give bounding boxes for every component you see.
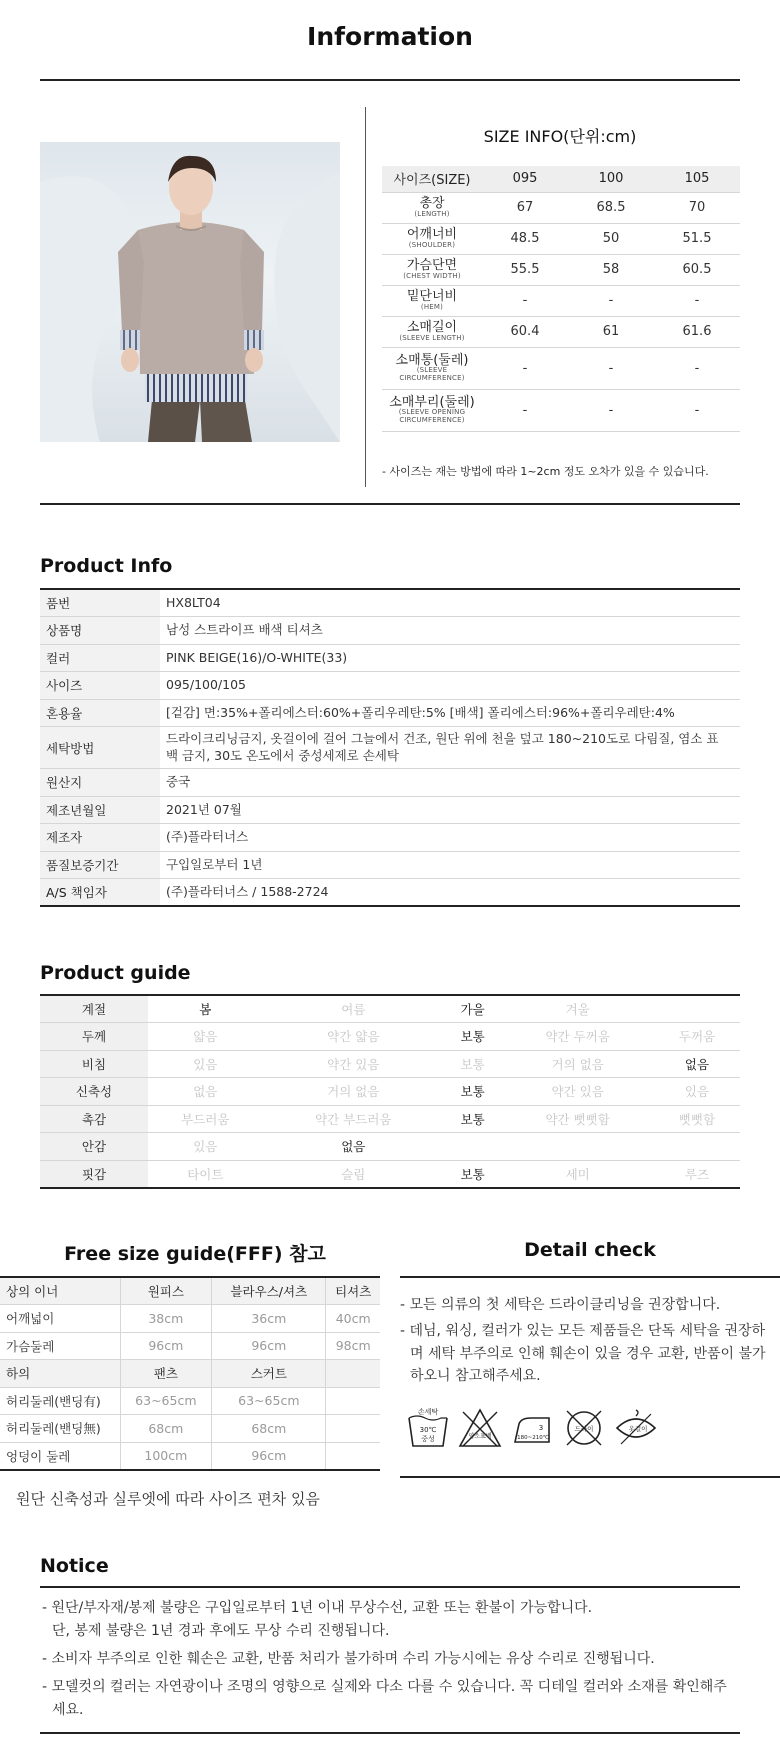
- detail-check-item: - 데님, 워싱, 컬러가 있는 모든 제품들은 단독 세탁을 권장하며 세탁 부주의로 인해 훼손이 있을 경우 교환, 반품이 불가하오니 참고해주세요.: [400, 1323, 766, 1385]
- product-guide-title: Product guide: [40, 962, 191, 984]
- guide-option: [501, 1133, 654, 1161]
- free-size-cell: 허리둘레(밴딩無): [0, 1415, 120, 1443]
- free-size-cell: 96cm: [120, 1332, 212, 1360]
- guide-option: 루즈: [654, 1160, 740, 1188]
- size-cell: 67: [482, 192, 568, 223]
- free-size-header-row: [0, 1277, 380, 1305]
- free-size-cell: 38cm: [120, 1305, 212, 1333]
- size-cell: -: [568, 347, 654, 389]
- free-size-cell: 원피스: [120, 1277, 212, 1305]
- guide-option: 세미: [501, 1160, 654, 1188]
- guide-option: [654, 1133, 740, 1161]
- guide-option: 약간 있음: [501, 1078, 654, 1106]
- guide-option: 없음: [654, 1050, 740, 1078]
- free-size-row: [0, 1332, 380, 1360]
- size-col-header: 사이즈(SIZE): [382, 166, 482, 192]
- guide-option: 약간 뻣뻣함: [501, 1105, 654, 1133]
- size-row-chest: [382, 254, 740, 285]
- free-size-row: [0, 1442, 380, 1470]
- size-row-label: 가슴단면 (CHEST WIDTH): [382, 254, 482, 285]
- size-row-label: 소매통(둘레) (SLEEVE CIRCUMFERENCE): [382, 347, 482, 389]
- guide-option: 가을: [444, 995, 501, 1023]
- info-key: A/S 책임자: [40, 879, 160, 907]
- guide-option: 여름: [263, 995, 444, 1023]
- free-size-cell: [326, 1360, 380, 1388]
- guide-option: 없음: [148, 1078, 263, 1106]
- size-cell: -: [482, 347, 568, 389]
- notice-list: [40, 1597, 740, 1727]
- no-dry-clean-label: 드라이: [574, 1425, 594, 1433]
- guide-row-fit: [40, 1160, 740, 1188]
- guide-option: 약간 부드러움: [263, 1105, 444, 1133]
- info-value: (주)플라터너스: [160, 824, 740, 852]
- guide-option: 있음: [654, 1078, 740, 1106]
- free-size-cell: 68cm: [212, 1415, 326, 1443]
- size-row-sleeve-length: [382, 316, 740, 347]
- guide-key: 안감: [40, 1133, 148, 1161]
- free-size-cell: [326, 1442, 380, 1470]
- free-size-cell: 40cm: [326, 1305, 380, 1333]
- info-row: [40, 589, 740, 617]
- guide-option: 보통: [444, 1050, 501, 1078]
- info-value: [겉감] 면:35%+폴리에스터:60%+폴리우레탄:5% [배색] 폴리에스터:96%+폴리우레탄:4%: [160, 699, 740, 727]
- free-size-cell: 상의 이너: [0, 1277, 120, 1305]
- info-row: [40, 672, 740, 700]
- iron-icon: [509, 1406, 555, 1450]
- size-cell: -: [568, 285, 654, 316]
- free-size-cell: 티셔츠: [326, 1277, 380, 1305]
- info-row: [40, 617, 740, 645]
- size-info-table: [382, 166, 740, 432]
- free-size-title: Free size guide(FFF) 참고: [64, 1243, 326, 1265]
- size-cell: 70: [654, 192, 740, 223]
- size-cell: 61: [568, 316, 654, 347]
- info-value: (주)플라터너스 / 1588-2724: [166, 883, 329, 899]
- guide-option: 약간 있음: [263, 1050, 444, 1078]
- notice-title: Notice: [40, 1555, 109, 1577]
- guide-option: [444, 1133, 501, 1161]
- guide-key: 핏감: [40, 1160, 148, 1188]
- info-row: [40, 727, 740, 769]
- size-row-sleeve-opening: [382, 389, 740, 431]
- info-row: [40, 644, 740, 672]
- free-size-note: 원단 신축성과 실루엣에 따라 사이즈 편차 있음: [16, 1490, 320, 1508]
- detail-check-item: - 모든 의류의 첫 세탁은 드라이클리닝을 권장합니다.: [400, 1297, 721, 1313]
- size-row-shoulder: [382, 223, 740, 254]
- size-info-title: SIZE INFO(단위:cm): [483, 127, 637, 146]
- size-cell: 61.6: [654, 316, 740, 347]
- info-key: 컬러: [40, 644, 160, 672]
- info-value: PINK BEIGE(16)/O-WHITE(33): [160, 644, 740, 672]
- guide-option: 없음: [263, 1133, 444, 1161]
- free-size-cell: 스커트: [212, 1360, 326, 1388]
- info-value: 2021년 07월: [160, 796, 740, 824]
- guide-option: 보통: [444, 1023, 501, 1051]
- size-row-label: 소매부리(둘레) (SLEEVE OPENING CIRCUMFERENCE): [382, 389, 482, 431]
- free-size-cell: 68cm: [120, 1415, 212, 1443]
- guide-row-texture: [40, 1105, 740, 1133]
- free-size-cell: 어깨넓이: [0, 1305, 120, 1333]
- info-key: 품번: [40, 589, 160, 617]
- guide-key: 촉감: [40, 1105, 148, 1133]
- info-key: 혼용율: [40, 699, 160, 727]
- free-size-header-row: [0, 1360, 380, 1388]
- free-size-cell: 팬츠: [120, 1360, 212, 1388]
- free-size-cell: 63~65cm: [212, 1387, 326, 1415]
- free-size-cell: 엉덩이 둘레: [0, 1442, 120, 1470]
- guide-option: 약간 두꺼움: [501, 1023, 654, 1051]
- notice-bottom-rule: [40, 1732, 740, 1734]
- detail-check-bottom-rule: [400, 1476, 780, 1478]
- info-value: 중국: [160, 769, 740, 797]
- free-size-cell: 36cm: [212, 1305, 326, 1333]
- free-size-cell: 하의: [0, 1360, 120, 1388]
- guide-option: 보통: [444, 1160, 501, 1188]
- guide-option: [654, 995, 740, 1023]
- guide-option: 두꺼움: [654, 1023, 740, 1051]
- guide-key: 신축성: [40, 1078, 148, 1106]
- info-row: [40, 824, 740, 852]
- info-key: 품질보증기간: [40, 851, 160, 879]
- iron-level: 3: [538, 1424, 544, 1432]
- size-cell: 68.5: [568, 192, 654, 223]
- title-divider: [40, 79, 740, 81]
- guide-row-season: [40, 995, 740, 1023]
- size-row-sleeve-circumference: [382, 347, 740, 389]
- care-icons: [405, 1406, 659, 1450]
- free-size-cell: 가슴둘레: [0, 1332, 120, 1360]
- size-col-header: 105: [654, 166, 740, 192]
- info-value: HX8LT04: [160, 589, 740, 617]
- no-dry-clean-icon: [561, 1406, 607, 1450]
- guide-option: 보통: [444, 1105, 501, 1133]
- guide-option: 뻣뻣함: [654, 1105, 740, 1133]
- info-value: 드라이크리닝금지, 옷걸이에 걸어 그늘에서 건조, 원단 위에 천을 덮고 180~210도로 다림질, 염소 표백 금지, 30도 온도에서 중성세제로 손세탁: [160, 727, 740, 769]
- detail-check-text: [400, 1294, 775, 1392]
- info-value: 095/100/105: [160, 672, 740, 700]
- info-key: 원산지: [40, 769, 160, 797]
- size-col-header: 100: [568, 166, 654, 192]
- detail-check-title: Detail check: [524, 1239, 656, 1261]
- no-bleach-label: 염소표백: [468, 1433, 492, 1440]
- info-value: 구입일로부터 1년: [160, 851, 740, 879]
- hand-wash-temp: 30℃: [419, 1426, 437, 1434]
- size-row-label: 소매길이 (SLEEVE LENGTH): [382, 316, 482, 347]
- product-info-table: [40, 588, 740, 907]
- info-row: [40, 769, 740, 797]
- size-table-header: [382, 166, 740, 192]
- product-guide-table: [40, 994, 740, 1189]
- page-title: Information: [307, 22, 473, 51]
- free-size-cell: 63~65cm: [120, 1387, 212, 1415]
- guide-option: 부드러움: [148, 1105, 263, 1133]
- hand-wash-detergent: 중성: [421, 1435, 435, 1443]
- size-cell: 60.4: [482, 316, 568, 347]
- info-key: 세탁방법: [40, 727, 160, 769]
- hang-dry-icon: [613, 1406, 659, 1450]
- free-size-cell: 96cm: [212, 1332, 326, 1360]
- free-size-row: [0, 1305, 380, 1333]
- free-size-cell: [326, 1387, 380, 1415]
- guide-option: 보통: [444, 1078, 501, 1106]
- guide-option: 거의 없음: [501, 1050, 654, 1078]
- guide-row-thickness: [40, 1023, 740, 1051]
- notice-item: - 원단/부자재/봉제 불량은 구입일로부터 1년 이내 무상수선, 교환 또는 환불이 가능합니다. 단, 봉제 불량은 1년 경과 후에도 무상 수리 진행됩니다.: [42, 1600, 593, 1640]
- size-col-header: 095: [482, 166, 568, 192]
- guide-row-lining: [40, 1133, 740, 1161]
- info-row: [40, 879, 740, 907]
- free-size-row: [0, 1415, 380, 1443]
- guide-key: 비침: [40, 1050, 148, 1078]
- size-cell: 48.5: [482, 223, 568, 254]
- size-cell: 58: [568, 254, 654, 285]
- size-row-label: 총장 (LENGTH): [382, 192, 482, 223]
- free-size-cell: 100cm: [120, 1442, 212, 1470]
- info-row: [40, 796, 740, 824]
- hand-wash-label: 손세탁: [417, 1408, 439, 1416]
- free-size-cell: 98cm: [326, 1332, 380, 1360]
- size-cell: -: [654, 285, 740, 316]
- free-size-cell: [326, 1415, 380, 1443]
- detail-check-top-rule: [400, 1276, 780, 1278]
- info-key: 제조년월일: [40, 796, 160, 824]
- info-key: 제조자: [40, 824, 160, 852]
- hang-dry-label: 옷걸이: [628, 1425, 648, 1433]
- size-cell: -: [482, 285, 568, 316]
- product-info-title: Product Info: [40, 555, 173, 577]
- size-cell: 55.5: [482, 254, 568, 285]
- guide-row-stretch: [40, 1078, 740, 1106]
- free-size-table: [0, 1276, 380, 1471]
- size-cell: 60.5: [654, 254, 740, 285]
- iron-temp: 180~210℃: [517, 1435, 549, 1441]
- size-note: - 사이즈는 재는 방법에 따라 1~2cm 정도 오차가 있을 수 있습니다.: [382, 465, 709, 478]
- info-value: 남성 스트라이프 배색 티셔츠: [160, 617, 740, 645]
- notice-item: - 모델컷의 컬러는 자연광이나 조명의 영향으로 실제와 다소 다를 수 있습니다. 꼭 디테일 컬러와 소재를 확인해주세요.: [42, 1679, 727, 1719]
- guide-key: 계절: [40, 995, 148, 1023]
- info-key: 상품명: [40, 617, 160, 645]
- guide-option: 있음: [148, 1133, 263, 1161]
- guide-option: 겨울: [501, 995, 654, 1023]
- guide-option: 얇음: [148, 1023, 263, 1051]
- size-cell: -: [568, 389, 654, 431]
- guide-option: 거의 없음: [263, 1078, 444, 1106]
- size-cell: 51.5: [654, 223, 740, 254]
- guide-option: 타이트: [148, 1160, 263, 1188]
- free-size-cell: 96cm: [212, 1442, 326, 1470]
- hand-wash-icon: [405, 1406, 451, 1450]
- size-cell: -: [654, 347, 740, 389]
- size-row-label: 밑단너비 (HEM): [382, 285, 482, 316]
- guide-option: 약간 얇음: [263, 1023, 444, 1051]
- model-photo: [40, 142, 340, 442]
- notice-item: - 소비자 부주의로 인한 훼손은 교환, 반품 처리가 불가하며 수리 가능시에는 유상 수리로 진행됩니다.: [42, 1651, 655, 1668]
- size-cell: 50: [568, 223, 654, 254]
- guide-key: 두께: [40, 1023, 148, 1051]
- size-cell: -: [654, 389, 740, 431]
- guide-option: 있음: [148, 1050, 263, 1078]
- info-key: 사이즈: [40, 672, 160, 700]
- free-size-cell: 허리둘레(밴딩有): [0, 1387, 120, 1415]
- size-row-label: 어깨너비 (SHOULDER): [382, 223, 482, 254]
- size-row-length: [382, 192, 740, 223]
- no-bleach-icon: [457, 1406, 503, 1450]
- free-size-row: [0, 1387, 380, 1415]
- vertical-divider: [365, 107, 366, 487]
- size-section-divider: [40, 503, 740, 505]
- size-cell: -: [482, 389, 568, 431]
- model-illustration: [40, 142, 340, 442]
- info-row: [40, 699, 740, 727]
- size-row-hem: [382, 285, 740, 316]
- info-row: [40, 851, 740, 879]
- guide-option: 슬림: [263, 1160, 444, 1188]
- guide-row-sheerness: [40, 1050, 740, 1078]
- notice-top-rule: [40, 1586, 740, 1588]
- guide-option: 봄: [148, 995, 263, 1023]
- free-size-cell: 블라우스/셔츠: [212, 1277, 326, 1305]
